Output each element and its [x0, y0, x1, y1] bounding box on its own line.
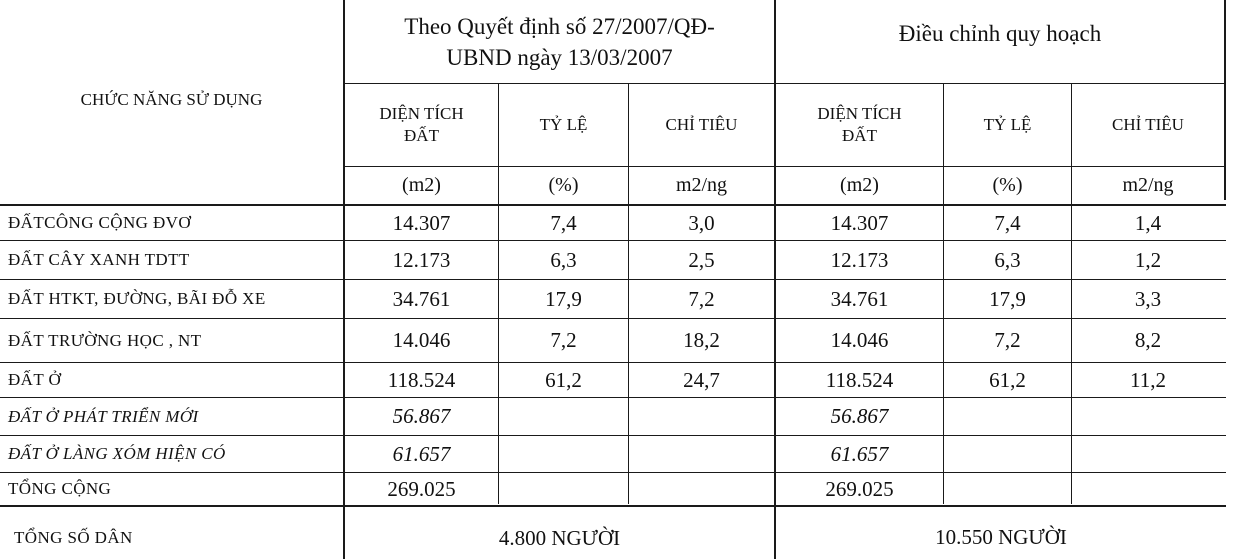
table-cell: 2,5 [688, 247, 715, 272]
table-cell: 34.761 [392, 286, 451, 311]
table-cell: 1,4 [1134, 210, 1162, 235]
table-cell: 18,2 [683, 328, 720, 352]
column-header [499, 84, 628, 166]
row-label: ĐẤT Ở PHÁT TRIỂN MỚI [8, 406, 199, 426]
column-header [1072, 84, 1224, 166]
table-cell: 7,2 [994, 328, 1021, 352]
table-cell: 7,2 [550, 328, 577, 352]
table-cell: 6,3 [550, 247, 577, 272]
unit-label: (%) [548, 174, 579, 196]
unit-label: m2/ng [1122, 174, 1174, 196]
unit-label: m2/ng [675, 174, 728, 196]
column-header-text: DIỆN TÍCH ĐẤT [817, 104, 902, 145]
unit-label: (m2) [402, 174, 441, 196]
table-cell: 61,2 [545, 367, 582, 392]
table-cell: 14.046 [392, 328, 451, 352]
column-header [776, 84, 943, 166]
table-cell: 269.025 [825, 476, 894, 501]
table-cell: 7,4 [550, 210, 577, 235]
table-cell: 3,3 [1134, 286, 1162, 311]
unit-label: (%) [992, 174, 1023, 196]
table-cell: 118.524 [387, 367, 456, 392]
table-cell: 12.173 [392, 247, 451, 272]
table-cell: 56.867 [392, 404, 451, 428]
row-label: ĐẤT Ở [8, 370, 62, 389]
column-header [944, 84, 1071, 166]
table-cell: 12.173 [830, 247, 889, 272]
table-cell: 17,9 [989, 286, 1026, 311]
table-cell: 61.657 [830, 441, 889, 466]
table-cell: 7,2 [688, 286, 715, 311]
row-label: ĐẤT CÂY XANH TDTT [8, 250, 190, 269]
unit-label: (m2) [840, 174, 879, 196]
population-adjusted: 10.550 NGƯỜI [935, 524, 1067, 549]
function-header-text: CHỨC NĂNG SỬ DỤNG [80, 90, 263, 109]
table-cell: 269.025 [387, 476, 456, 501]
population-label: TỔNG SỐ DÂN [14, 528, 133, 547]
grid-line [1224, 0, 1226, 200]
table-cell: 56.867 [830, 404, 889, 428]
function-header [0, 0, 343, 200]
table-cell: 8,2 [1134, 328, 1162, 352]
table-cell: 34.761 [830, 286, 889, 311]
table-cell: 14.046 [830, 328, 889, 352]
column-header [345, 84, 498, 166]
table-cell: 3,0 [688, 210, 715, 235]
table-cell: 17,9 [545, 286, 582, 311]
table-cell: 1,2 [1134, 247, 1162, 272]
column-header-text: DIỆN TÍCH ĐẤT [379, 104, 464, 145]
column-header-text: CHỈ TIÊU [1112, 115, 1184, 134]
table-cell: 61.657 [392, 441, 451, 466]
group-adjusted-text: Điều chỉnh quy hoạch [898, 20, 1102, 46]
population-original: 4.800 NGƯỜI [498, 525, 621, 550]
column-header [629, 84, 774, 166]
row-label: ĐẤT TRƯỜNG HỌC , NT [8, 330, 202, 350]
column-header-text: TỶ LỆ [983, 115, 1032, 134]
column-header-text: CHỈ TIÊU [665, 115, 738, 134]
row-label: ĐẤTCÔNG CỘNG ĐVƠ [8, 213, 192, 232]
table-cell: 6,3 [994, 247, 1021, 272]
table-cell: 118.524 [825, 367, 894, 392]
row-label: ĐẤT HTKT, ĐƯỜNG, BÃI ĐỖ XE [8, 289, 266, 308]
table-cell: 14.307 [392, 210, 451, 235]
row-label: TỔNG CỘNG [8, 479, 112, 498]
group-original-text: Theo Quyết định số 27/2007/QĐ-UBND ngày 13/03/2007 [404, 13, 715, 70]
table-cell: 14.307 [830, 210, 889, 235]
group-adjusted-header [776, 0, 1224, 66]
row-label: ĐẤT Ở LÀNG XÓM HIỆN CÓ [8, 444, 226, 463]
table-cell: 11,2 [1130, 367, 1166, 392]
table-cell: 24,7 [683, 367, 720, 392]
table-cell: 7,4 [994, 210, 1021, 235]
column-header-text: TỶ LỆ [539, 115, 588, 134]
group-original-header [345, 0, 774, 83]
table-cell: 61,2 [989, 367, 1026, 392]
